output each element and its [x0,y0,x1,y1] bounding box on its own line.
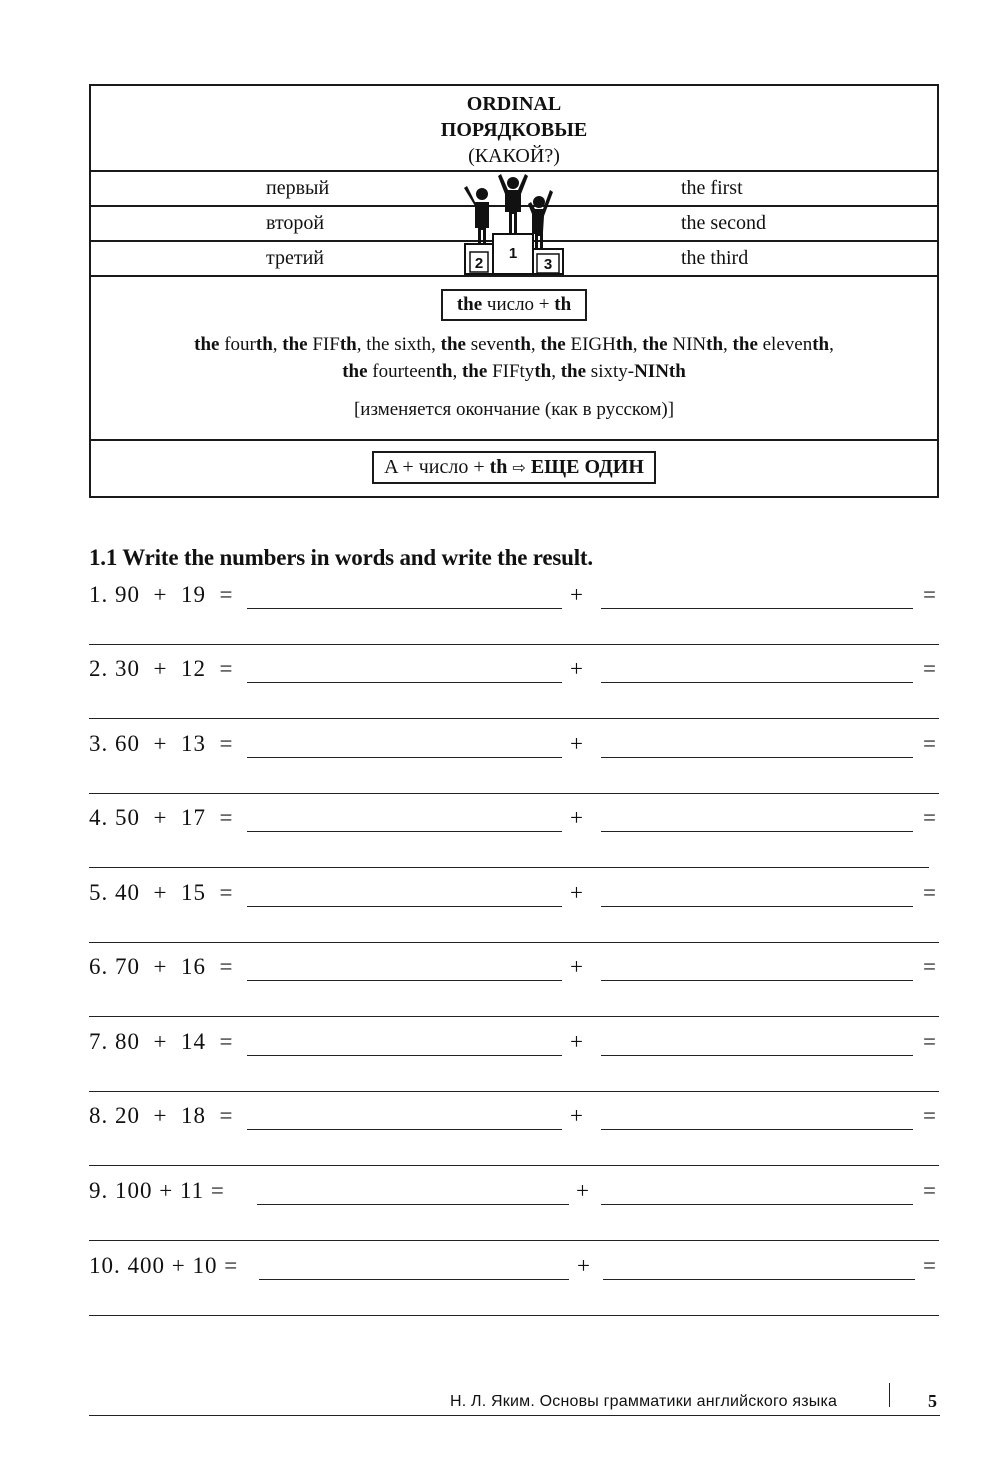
equals-sign: = [923,656,936,681]
ex-sep: , [356,334,367,355]
podium-illustration [451,172,576,277]
podium-label-1: 1 [508,245,518,262]
exercise-item [89,880,941,952]
ex-word: sixty- [590,361,635,382]
ex-word: FIFty [492,361,535,382]
ordinal-rule-section [91,277,937,441]
second-number-blank[interactable] [603,1279,915,1280]
equals-sign: = [923,582,936,607]
result-blank[interactable] [89,1240,939,1241]
first-number-blank[interactable] [259,1279,569,1280]
arrow-icon: ⇨ [512,458,526,477]
plus-sign: + [570,805,583,830]
ex-sep: , [431,334,441,355]
row-en: the first [681,177,743,199]
ex-sep: , [829,334,834,355]
podium-label-3: 3 [543,256,553,273]
ex-word: eleven [762,334,813,355]
exercise-item [89,805,941,877]
result-blank[interactable] [89,718,939,719]
ex-suffix: th [255,334,273,355]
equals-sign: = [923,880,936,905]
result-blank[interactable] [89,867,929,868]
expression: 8. 20 + 18 = [89,1103,234,1128]
ex-word: NIN [672,334,707,355]
book-citation: Н. Л. Яким. Основы грамматики английского языка [450,1393,838,1410]
plus-sign: + [570,1029,583,1054]
result-blank[interactable] [89,1016,939,1017]
title-ru: ПОРЯДКОВЫЕ [440,119,588,141]
expression: 7. 80 + 14 = [89,1029,234,1054]
ex-the: the [282,334,308,355]
equals-sign: = [923,731,936,756]
exercise-item [89,582,941,654]
ex-sep: , [723,334,733,355]
expression: 5. 40 + 15 = [89,880,234,905]
first-number-blank[interactable] [247,980,562,981]
exercise-item [89,1029,941,1101]
ex-suffix: th [812,334,830,355]
podium-icon [451,172,576,277]
formula-the: the [456,294,483,315]
plus-sign: + [570,954,583,979]
second-number-blank[interactable] [601,980,913,981]
ex-word: four [224,334,256,355]
ex-word: the sixth [366,334,432,355]
formula-box [441,289,587,321]
formula-th: th [554,294,572,315]
ordinal-table [89,84,939,498]
exercise-item [89,731,941,803]
rule2-result: ЕЩЕ ОДИН [530,456,644,478]
row-ru: второй [266,212,325,234]
second-number-blank[interactable] [601,1204,913,1205]
formula-mid: число + [486,294,550,315]
result-blank[interactable] [89,793,939,794]
first-number-blank[interactable] [247,608,562,609]
ex-suffix: NINth [634,361,686,382]
equals-sign: = [923,1178,936,1203]
podium-label-2: 2 [474,255,484,272]
row-ru: первый [266,177,330,199]
first-number-blank[interactable] [247,831,562,832]
first-number-blank[interactable] [247,757,562,758]
result-blank[interactable] [89,1165,939,1166]
ex-sep: , [551,361,561,382]
footer-divider [889,1383,890,1407]
plus-sign: + [570,1103,583,1128]
ex-the: the [440,334,466,355]
second-number-blank[interactable] [601,831,913,832]
ex-suffix: th [615,334,633,355]
title-en: ORDINAL [466,93,562,115]
ordinal-examples [91,331,937,385]
exercise-item [89,1178,941,1250]
question: (КАКОЙ?) [468,145,560,167]
plus-sign: + [570,880,583,905]
exercise-item [89,1103,941,1175]
result-blank[interactable] [89,644,939,645]
ex-sep: , [530,334,541,355]
row-ru: третий [266,247,325,269]
first-number-blank[interactable] [247,1055,562,1056]
result-blank[interactable] [89,942,939,943]
ex-suffix: th [534,361,552,382]
one-more-formula-box [372,451,656,484]
result-blank[interactable] [89,1091,939,1092]
expression: 1. 90 + 19 = [89,582,234,607]
ordinal-footer-rule [91,441,937,496]
row-en: the second [681,212,766,234]
second-number-blank[interactable] [601,1055,913,1056]
ex-sep: , [272,334,283,355]
examples-line-1 [91,331,937,358]
page-number: 5 [928,1391,937,1411]
plus-sign: + [577,1253,590,1278]
ex-the: the [540,334,566,355]
second-number-blank[interactable] [601,1129,913,1130]
ex-word: seven [470,334,514,355]
ending-note: [изменяется окончание (как в русском)] [353,399,675,420]
ex-word: fourteen [372,361,436,382]
expression: 9. 100 + 11 = [89,1178,225,1203]
plus-sign: + [570,582,583,607]
equals-sign: = [923,1253,936,1278]
expression: 6. 70 + 16 = [89,954,234,979]
ex-the: the [732,334,758,355]
second-number-blank[interactable] [601,608,913,609]
exercise-item [89,656,941,728]
ex-suffix: th [514,334,531,355]
equals-sign: = [923,954,936,979]
exercise-title: 1.1 Write the numbers in words and write the result. [89,545,593,570]
first-number-blank[interactable] [247,682,562,683]
plus-sign: + [570,656,583,681]
result-blank[interactable] [89,1315,939,1316]
ex-the: the [194,334,220,355]
equals-sign: = [923,1029,936,1054]
ex-suffix: th [435,361,453,382]
second-number-blank[interactable] [601,757,913,758]
equals-sign: = [923,1103,936,1128]
exercise-item [89,954,941,1026]
ex-the: the [642,334,668,355]
examples-line-2 [91,358,937,385]
ex-the: the [342,361,368,382]
expression: 3. 60 + 13 = [89,731,234,756]
rule2-th: th [489,456,508,478]
footer-rule [89,1415,940,1416]
first-number-blank[interactable] [247,1129,562,1130]
equals-sign: = [923,805,936,830]
plus-sign: + [576,1178,589,1203]
ex-suffix: th [339,334,357,355]
expression: 10. 400 + 10 = [89,1253,239,1278]
expression: 2. 30 + 12 = [89,656,234,681]
expression: 4. 50 + 17 = [89,805,234,830]
second-number-blank[interactable] [601,682,913,683]
ex-the: the [560,361,587,382]
ex-sep: , [632,334,643,355]
ex-the: the [461,361,488,382]
second-number-blank[interactable] [601,906,913,907]
ex-word: FIF [312,334,340,355]
ex-sep: , [452,361,462,382]
rule2-pre: A + число + [384,456,485,478]
ex-suffix: th [706,334,724,355]
first-number-blank[interactable] [247,906,562,907]
row-en: the third [681,247,749,269]
plus-sign: + [570,731,583,756]
ordinal-table-header [91,86,937,172]
ex-word: EIGH [570,334,616,355]
exercise-item [89,1253,941,1325]
first-number-blank[interactable] [257,1204,569,1205]
